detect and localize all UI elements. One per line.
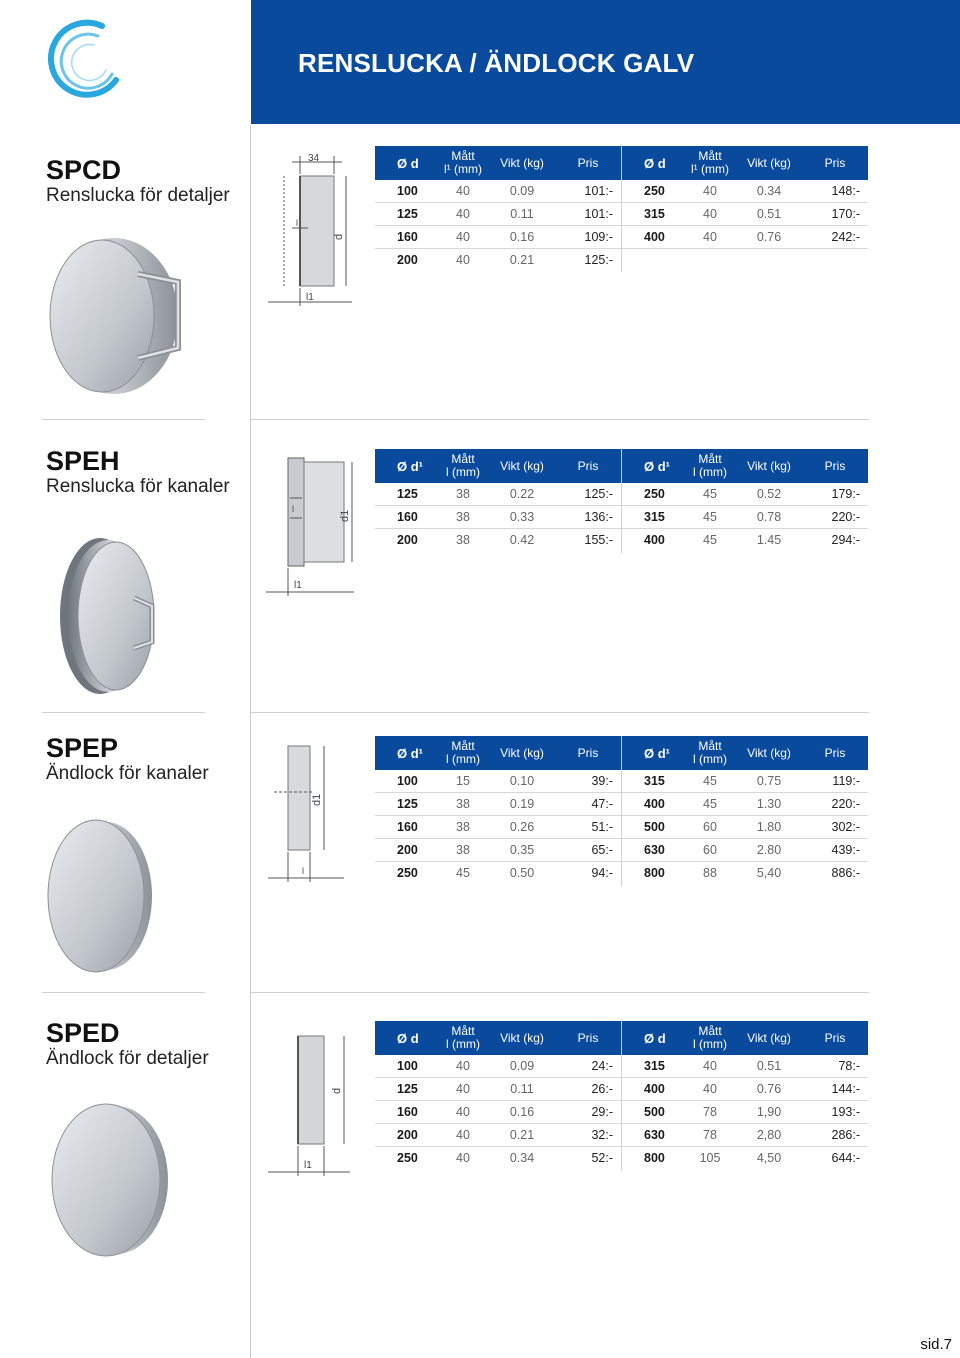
price-table bbox=[375, 449, 621, 551]
price-table bbox=[375, 146, 621, 271]
col-header: Vikt (kg) bbox=[489, 1021, 555, 1055]
svg-text:l: l bbox=[292, 504, 294, 514]
technical-drawing bbox=[264, 740, 360, 885]
product-photo bbox=[48, 1100, 173, 1258]
table-row: 200 40 0.21 32:- bbox=[375, 1124, 621, 1147]
svg-text:d: d bbox=[333, 233, 345, 240]
svg-text:l1: l1 bbox=[304, 1160, 312, 1171]
col-header: Pris bbox=[802, 736, 868, 770]
col-header: Vikt (kg) bbox=[489, 146, 555, 180]
table-row: 630 60 2.80 439:- bbox=[622, 839, 868, 862]
product-photo bbox=[52, 534, 162, 696]
price-table bbox=[375, 1021, 621, 1169]
svg-text:l: l bbox=[296, 218, 298, 228]
table-row: 630 78 2,80 286:- bbox=[622, 1124, 868, 1147]
table-row: 125 38 0.22 125:- bbox=[375, 483, 621, 506]
table-row: 315 45 0.78 220:- bbox=[622, 506, 868, 529]
table-row: 315 40 0.51 78:- bbox=[622, 1055, 868, 1078]
table-row: 400 40 0.76 144:- bbox=[622, 1078, 868, 1101]
section-name: Ändlock för detaljer bbox=[46, 1048, 209, 1069]
table-row: 200 40 0.21 125:- bbox=[397, 253, 613, 267]
price-table bbox=[375, 736, 621, 884]
table-row: 400 40 0.76 242:- bbox=[622, 226, 868, 249]
col-header: Pris bbox=[555, 736, 621, 770]
col-header: Mått l (mm) bbox=[437, 736, 489, 770]
col-header: Ø d¹ bbox=[375, 449, 437, 483]
table-row: 200 38 0.42 155:- bbox=[397, 533, 613, 547]
col-header: Ø d¹ bbox=[622, 736, 684, 770]
col-header: Pris bbox=[802, 146, 868, 180]
col-header: Ø d bbox=[375, 1021, 437, 1055]
table-row: 200 38 0.35 65:- bbox=[375, 839, 621, 862]
company-logo-icon bbox=[42, 18, 126, 102]
svg-text:d: d bbox=[331, 1087, 343, 1094]
col-header: Vikt (kg) bbox=[736, 1021, 802, 1055]
table-row: 125 40 0.11 101:- bbox=[375, 203, 621, 226]
svg-text:d1: d1 bbox=[339, 509, 351, 522]
table-row: 315 45 0.75 119:- bbox=[622, 770, 868, 793]
col-header: Pris bbox=[555, 1021, 621, 1055]
table-row: 800 105 4,50 644:- bbox=[644, 1151, 860, 1165]
table-row: 800 88 5,40 886:- bbox=[644, 866, 860, 880]
price-table bbox=[622, 146, 868, 249]
technical-drawing bbox=[262, 148, 362, 308]
table-row: 400 45 1.45 294:- bbox=[644, 533, 860, 547]
table-row: 160 38 0.33 136:- bbox=[375, 506, 621, 529]
svg-text:l1: l1 bbox=[306, 292, 314, 303]
col-header: Pris bbox=[555, 449, 621, 483]
section-name: Renslucka för detaljer bbox=[46, 185, 230, 206]
table-row: 315 40 0.51 170:- bbox=[622, 203, 868, 226]
col-header: Ø d bbox=[622, 146, 684, 180]
price-table bbox=[622, 1021, 868, 1169]
section-name: Ändlock för kanaler bbox=[46, 763, 209, 784]
svg-text:l1: l1 bbox=[294, 580, 302, 591]
table-row: 100 40 0.09 101:- bbox=[375, 180, 621, 203]
product-photo bbox=[44, 818, 156, 974]
header-bar bbox=[251, 0, 960, 124]
price-table bbox=[622, 736, 868, 884]
col-header: Vikt (kg) bbox=[489, 449, 555, 483]
table-row: 250 40 0.34 148:- bbox=[622, 180, 868, 203]
svg-text:l: l bbox=[302, 866, 304, 876]
col-header: Pris bbox=[802, 1021, 868, 1055]
col-header: Mått l (mm) bbox=[684, 1021, 736, 1055]
section-name: Renslucka för kanaler bbox=[46, 476, 230, 497]
table-row: 160 40 0.16 109:- bbox=[375, 226, 621, 249]
table-row: 400 45 1.30 220:- bbox=[622, 793, 868, 816]
table-row: 160 38 0.26 51:- bbox=[375, 816, 621, 839]
section-separator bbox=[250, 712, 869, 713]
section-separator bbox=[250, 419, 869, 420]
section-code: SPCD bbox=[46, 155, 122, 185]
technical-drawing bbox=[264, 1030, 360, 1178]
section-separator bbox=[42, 419, 205, 420]
col-header: Vikt (kg) bbox=[489, 736, 555, 770]
table-row: 160 40 0.16 29:- bbox=[375, 1101, 621, 1124]
col-header: Vikt (kg) bbox=[736, 736, 802, 770]
section-code: SPED bbox=[46, 1018, 120, 1048]
table-row: 250 40 0.34 52:- bbox=[397, 1151, 613, 1165]
col-header: Mått l (mm) bbox=[437, 1021, 489, 1055]
col-header: Ø d bbox=[622, 1021, 684, 1055]
col-header: Mått l (mm) bbox=[437, 449, 489, 483]
table-row: 125 38 0.19 47:- bbox=[375, 793, 621, 816]
col-header: Ø d¹ bbox=[622, 449, 684, 483]
col-header: Mått l¹ (mm) bbox=[437, 146, 489, 180]
section-code: SPEH bbox=[46, 446, 120, 476]
technical-drawing bbox=[262, 452, 362, 597]
svg-text:d1: d1 bbox=[311, 793, 323, 806]
product-photo bbox=[42, 232, 192, 397]
price-table bbox=[622, 449, 868, 551]
table-row: 100 15 0.10 39:- bbox=[375, 770, 621, 793]
page-title: RENSLUCKA / ÄNDLOCK GALV bbox=[298, 48, 695, 78]
col-header: Ø d bbox=[375, 146, 437, 180]
col-header: Mått l (mm) bbox=[684, 736, 736, 770]
table-row: 100 40 0.09 24:- bbox=[375, 1055, 621, 1078]
table-row: 500 78 1,90 193:- bbox=[622, 1101, 868, 1124]
section-separator bbox=[42, 992, 205, 993]
col-header: Ø d¹ bbox=[375, 736, 437, 770]
col-header: Vikt (kg) bbox=[736, 146, 802, 180]
table-row: 125 40 0.11 26:- bbox=[375, 1078, 621, 1101]
table-row: 250 45 0.52 179:- bbox=[622, 483, 868, 506]
table-row: 250 45 0.50 94:- bbox=[397, 866, 613, 880]
col-header: Vikt (kg) bbox=[736, 449, 802, 483]
col-header: Pris bbox=[555, 146, 621, 180]
col-header: Pris bbox=[802, 449, 868, 483]
col-header: Mått l (mm) bbox=[684, 449, 736, 483]
page-number: sid.7 bbox=[920, 1336, 952, 1353]
section-separator bbox=[250, 992, 869, 993]
svg-text:34: 34 bbox=[308, 153, 320, 164]
section-code: SPEP bbox=[46, 733, 119, 763]
col-header: Mått l¹ (mm) bbox=[684, 146, 736, 180]
table-row: 500 60 1.80 302:- bbox=[622, 816, 868, 839]
vertical-divider bbox=[250, 125, 251, 1358]
section-separator bbox=[42, 712, 205, 713]
